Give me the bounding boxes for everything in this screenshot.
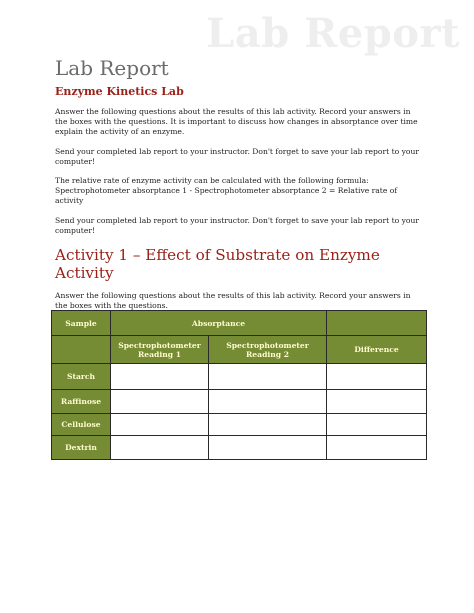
formula-paragraph: Spectrophotometer absorptance 1 - Spectrophotometer absorptance 2 = Relative rate of activity <box>55 186 398 206</box>
starch-difference-cell[interactable] <box>327 364 427 390</box>
starch-reading-1-cell[interactable] <box>111 364 209 390</box>
starch-reading-2-cell[interactable] <box>209 364 327 390</box>
header-sample: Sample <box>52 311 111 336</box>
row-label-dextrin: Dextrin <box>52 436 111 460</box>
intro-paragraph: Answer the following questions about the results of this lab activity. Record your answers in the boxes with the questions. It is important to discuss how changes in absorptance over time explain the activity of an enzyme. <box>55 107 418 137</box>
dextrin-reading-2-cell[interactable] <box>209 436 327 460</box>
page-title: Lab Report <box>55 56 169 80</box>
dextrin-reading-1-cell[interactable] <box>111 436 209 460</box>
results-table <box>51 310 427 460</box>
header-reading-2: Spectrophotometer Reading 2 <box>209 336 327 364</box>
row-label-cellulose: Cellulose <box>52 414 111 436</box>
raffinose-reading-1-cell[interactable] <box>111 390 209 414</box>
row-label-starch: Starch <box>52 364 111 390</box>
header-difference: Difference <box>327 336 427 364</box>
activity-heading: Activity 1 – Effect of Substrate on Enzyme Activity <box>55 246 380 283</box>
cellulose-reading-1-cell[interactable] <box>111 414 209 436</box>
raffinose-difference-cell[interactable] <box>327 390 427 414</box>
dextrin-difference-cell[interactable] <box>327 436 427 460</box>
send-report-paragraph: Send your completed lab report to your instructor. Don't forget to save your lab report to your computer! <box>55 146 419 166</box>
row-label-raffinose: Raffinose <box>52 390 111 414</box>
header-sample-blank <box>52 336 111 364</box>
watermark-lab-report: Lab Report <box>206 10 460 57</box>
cellulose-difference-cell[interactable] <box>327 414 427 436</box>
header-absorptance: Absorptance <box>111 311 327 336</box>
page-subtitle: Enzyme Kinetics Lab <box>55 85 184 98</box>
activity-intro-paragraph: Answer the following questions about the results of this lab activity. Record your answers in the boxes with the questions. <box>55 291 411 311</box>
cellulose-reading-2-cell[interactable] <box>209 414 327 436</box>
raffinose-reading-2-cell[interactable] <box>209 390 327 414</box>
formula-intro-paragraph: The relative rate of enzyme activity can be calculated with the following formula: <box>55 176 369 186</box>
document-body <box>55 56 425 311</box>
send-report-paragraph-2: Send your completed lab report to your instructor. Don't forget to save your lab report to your computer! <box>55 215 419 235</box>
header-reading-1: Spectrophotometer Reading 1 <box>111 336 209 364</box>
header-blank <box>327 311 427 336</box>
